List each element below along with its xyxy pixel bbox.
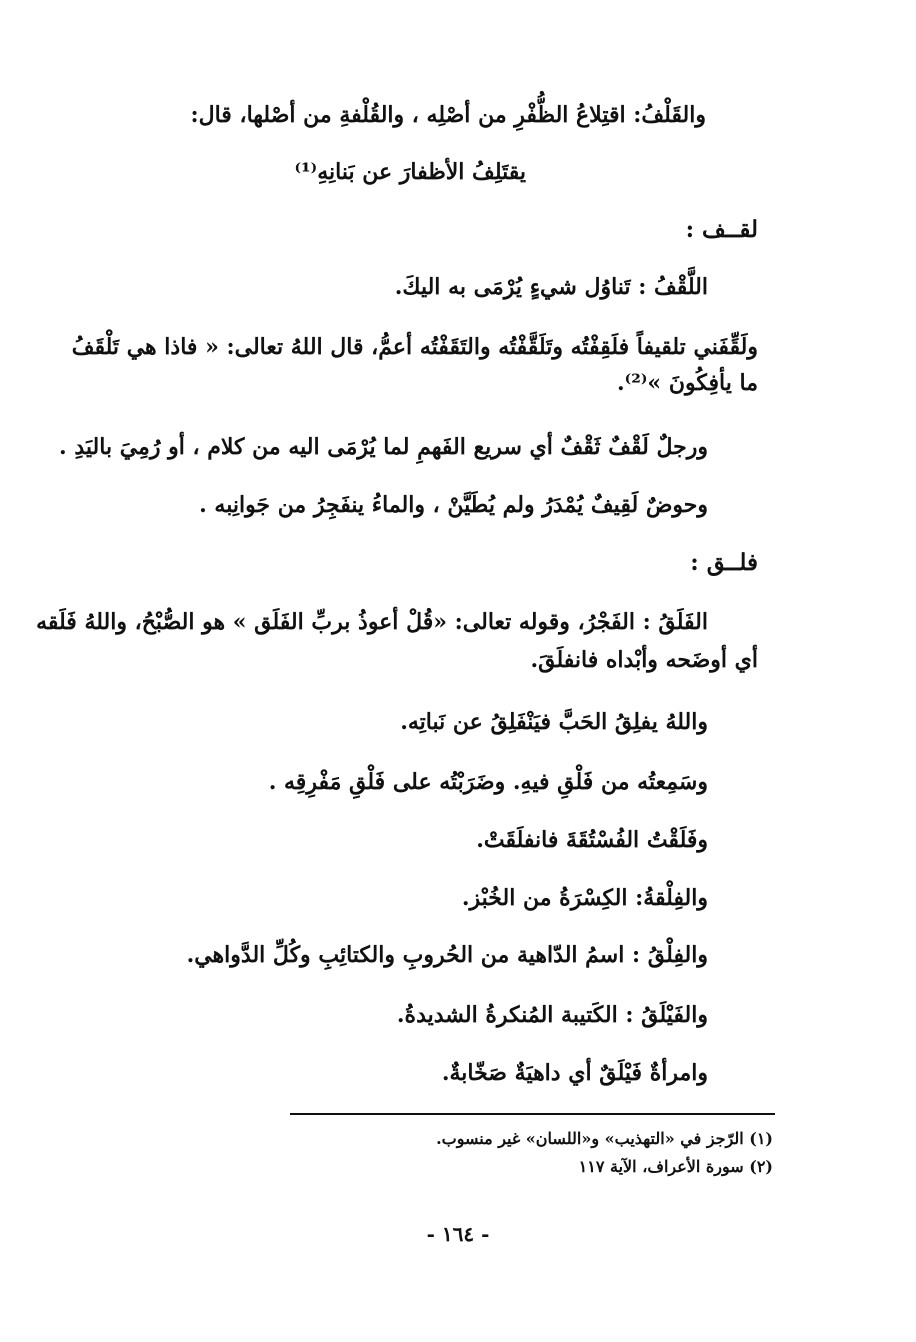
footnote: (١) الرّجز في «التهذيب» و«اللسان» غير منسوب. (436, 1129, 773, 1148)
text-line: وامرأةٌ فَيْلَقٌ أي داهيَةٌ صَخّابةٌ. (441, 1060, 708, 1086)
text-line: والفِلْقُ : اسمُ الدّاهية من الحُروبِ والكتائِبِ وكُلِّ الدَّواهي. (186, 942, 708, 968)
text-line: ما يأفِكُونَ »⁽²⁾. (617, 370, 758, 396)
verse-line: يقتَلِفُ الأظفارَ عن بَنانِهِ⁽¹⁾ (294, 159, 526, 185)
section-heading: فلــق : (690, 549, 758, 576)
text-line: ورجلٌ لَقْفٌ ثَقْفٌ أي سريع الفَهمِ لما يُرْمَى اليه من كلام ، أو رُمِيَ باليَدِ . (59, 434, 708, 460)
text-line: الفَلَقُ : الفَجْرُ، وقوله تعالى: «قُلْ أعوذُ بربِّ الفَلَق » هو الصُّبْحُ، واللهُ فَلَقه (36, 609, 708, 635)
text-line: والفِلْقةُ: الكِسْرَةُ من الخُبْز. (461, 885, 708, 911)
text-line: والفَيْلَقُ : الكَتيبة المُنكرةُ الشديدةُ. (396, 1002, 708, 1028)
footnote: (٢) سورة الأعراف، الآية ١١٧ (578, 1157, 773, 1176)
page-number: - ١٦٤ - (426, 1222, 490, 1246)
text-line: أي أوضَحه وأبْداه فانفلَقَ. (530, 647, 758, 673)
text-line: ولَقِّفَني تلقيفاً فلَقِفْتُه وتَلَقَّفْتُه والتَقَفْتُه أعمُّ، قال اللهُ تعالى: « فاذا هي تَلْقَفُ (71, 334, 758, 360)
text-line: والقَلْفُ: اقتِلاعُ الظُّفْرِ من أصْلِه ، والقُلْفةِ من أصْلها، قال: (190, 102, 706, 128)
text-line: اللَّقْفُ : تَناوُل شيءٍ يُرْمَى به اليكَ. (394, 274, 708, 300)
text-line: وسَمِعتُه من فَلْقِ فيهِ. وضَرَبْتُه على فَلْقِ مَفْرِقِه . (268, 769, 708, 795)
text-line: واللهُ يفلِقُ الحَبَّ فيَنْفَلِقُ عن نَباتِه. (400, 709, 708, 735)
footnote-divider (290, 1113, 775, 1115)
text-line: وحوضٌ لَقِيفٌ يُمْدَرُ ولم يُطَيَّنْ ، والماءُ ينفَجِرُ من جَوانِبه . (199, 492, 708, 518)
section-heading: لقــف : (685, 216, 758, 243)
text-line: وفَلَقْتُ الفُسْتُقَةَ فانفلَقَتْ. (476, 827, 708, 853)
